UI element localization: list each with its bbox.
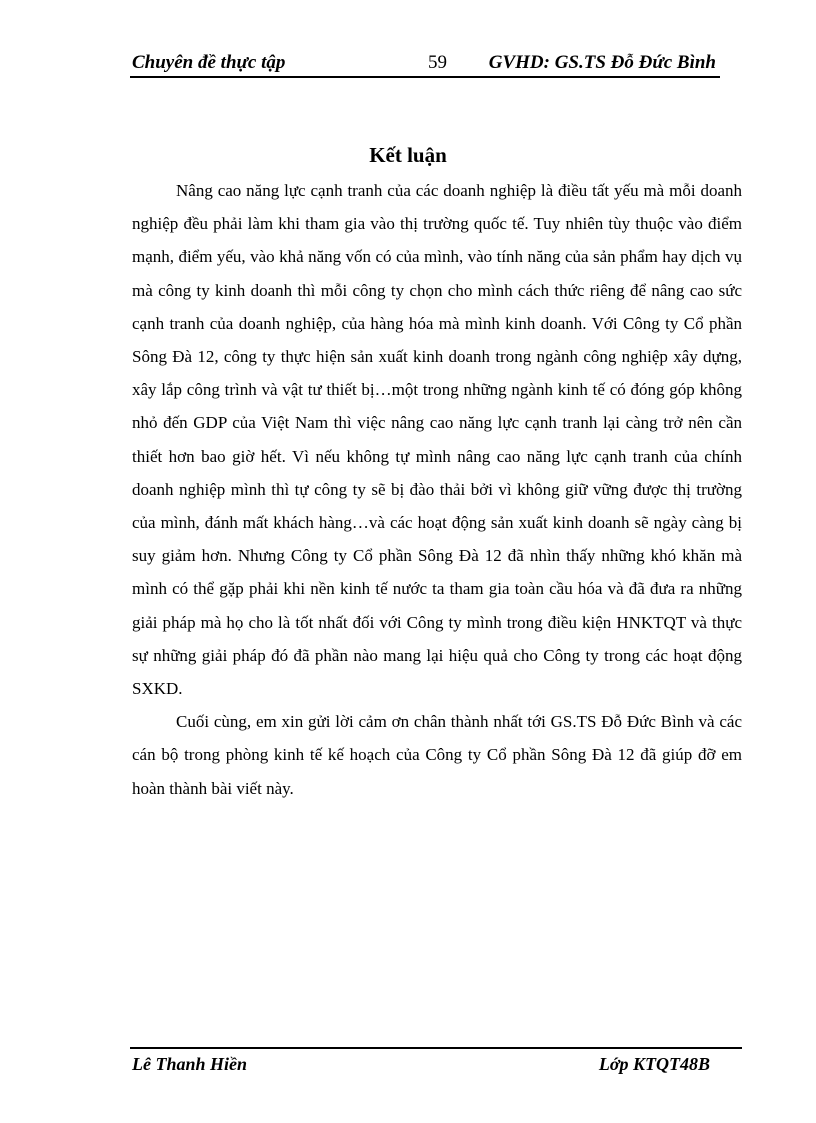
footer-author: Lê Thanh Hiền bbox=[132, 1054, 248, 1074]
paragraph-2: Cuối cùng, em xin gửi lời cảm ơn chân thành nhất tới GS.TS Đỗ Đức Bình và các cán bộ trong phòng kinh tế kế hoạch của Công ty Cổ phần Sông Đà 12 đã giúp đỡ em hoàn thành bài viết này. bbox=[132, 712, 742, 798]
footer-class: Lớp KTQT48B bbox=[598, 1054, 710, 1074]
header-supervisor: GVHD: GS.TS Đỗ Đức Bình bbox=[488, 52, 716, 73]
paragraph-1: Nâng cao năng lực cạnh tranh của các doanh nghiệp là điều tất yếu mà mỗi doanh nghiệp đều phải làm khi tham gia vào thị trường quốc tế. Tuy nhiên tùy thuộc vào điểm mạnh, điểm yếu, vào khả năng vốn có của mình, vào tính năng của sản phẩm hay dịch vụ mà công ty kinh doanh thì mỗi công ty chọn cho mình cách thức riêng để nâng cao sức cạnh tranh của doanh nghiệp, của hàng hóa mà mình kinh doanh. Với Công ty Cổ phần Sông Đà 12, công ty thực hiện sản xuất kinh doanh trong ngành công nghiệp xây dựng, xây lắp công trình và vật tư thiết bị…một trong những ngành kinh tế có đóng góp không nhỏ đến GDP của Việt Nam thì việc nâng cao năng lực cạnh tranh lại càng trở nên cần thiết hơn bao giờ hết. Vì nếu không tự mình nâng cao năng lực cạnh tranh của chính doanh nghiệp mình thì tự công ty sẽ bị đào thải bởi vì không giữ vững được thị trường của mình, đánh mất khách hàng…và các hoạt động sản xuất kinh doanh sẽ ngày càng bị suy giảm hơn. Nhưng Công ty Cổ phần Sông Đà 12 đã nhìn thấy những khó khăn mà mình có thể gặp phải khi nền kinh tế nước ta tham gia toàn cầu hóa và đã đưa ra những giải pháp mà họ cho là tốt nhất đối với Công ty mình trong điều kiện HNKTQT và thực sự những giải pháp đó đã phần nào mang lại hiệu quả cho Công ty trong các hoạt động SXKD. bbox=[132, 181, 742, 699]
header-page-number: 59 bbox=[428, 52, 447, 73]
page-title: Kết luận bbox=[369, 143, 447, 167]
page-header bbox=[130, 50, 720, 78]
page-footer bbox=[130, 1047, 742, 1073]
document-body bbox=[132, 174, 742, 805]
header-report-title: Chuyên đề thực tập bbox=[132, 52, 286, 73]
